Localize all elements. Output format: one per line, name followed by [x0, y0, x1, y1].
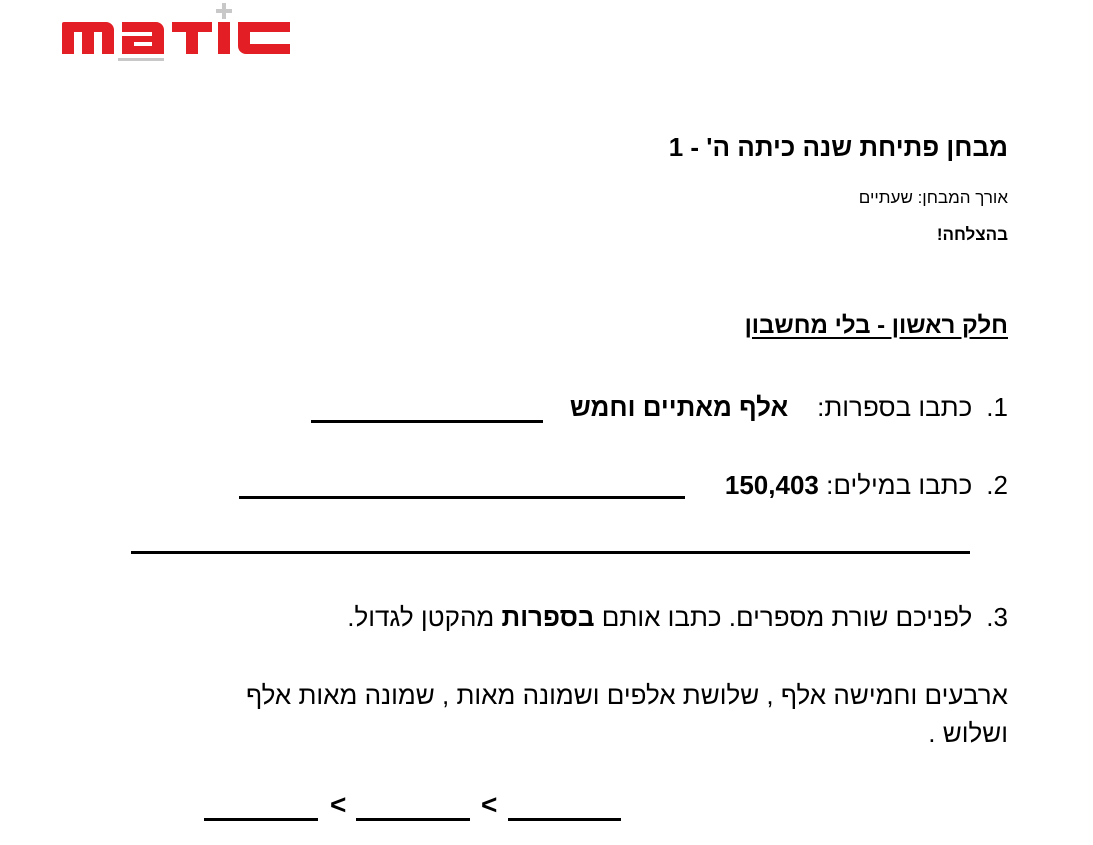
question-bold: בספרות [501, 602, 595, 632]
less-than-symbol: < [330, 789, 347, 820]
answer-line-2b[interactable] [131, 551, 970, 554]
question-value: אלף מאתיים וחמש [569, 392, 789, 422]
order-blank-3[interactable] [204, 818, 318, 821]
less-than-symbol: < [481, 789, 498, 820]
order-blank-1[interactable] [508, 818, 621, 821]
question-3 [347, 602, 1008, 633]
question-text-after: מהקטן לגדול. [347, 602, 495, 632]
page-title: מבחן פתיחת שנה כיתה ה' - 1 [668, 132, 1008, 162]
question-text: כתבו בספרות: [817, 392, 973, 422]
answer-line-1[interactable] [311, 420, 543, 423]
order-blank-2[interactable] [356, 818, 470, 821]
answer-line-2a[interactable] [239, 496, 685, 499]
section-title: חלק ראשון - בלי מחשבון [744, 312, 1008, 339]
question-text-before: לפניכם שורת מספרים. כתבו אותם [601, 602, 973, 632]
numbers-paragraph: ארבעים וחמישה אלף , שלושת אלפים ושמונה מאות , שמונה מאות אלף ושלוש . [245, 680, 1008, 748]
question-2 [725, 470, 1008, 501]
exam-duration: אורך המבחן: שעתיים [858, 188, 1008, 207]
question-value: 150,403 [724, 470, 819, 500]
question-number: 3. [986, 602, 1008, 632]
matic-logo [50, 0, 300, 70]
question-number: 2. [986, 470, 1008, 500]
question-1 [570, 392, 1008, 423]
question-number: 1. [986, 392, 1008, 422]
good-luck-text: בהצלחה! [936, 225, 1008, 244]
question-text: כתבו במילים: [826, 470, 973, 500]
